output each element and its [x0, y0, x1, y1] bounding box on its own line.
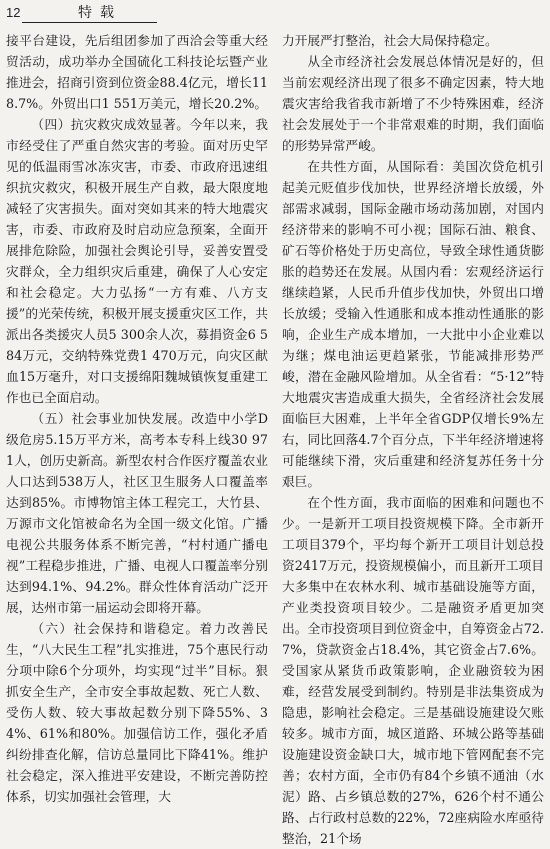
right-column — [282, 30, 544, 846]
section-title: 特载 — [78, 5, 122, 21]
paragraph-common-factors: 在共性方面，从国际看：美国次贷危机引起美元贬值步伐加快，世界经济增长放缓，外部需求减弱，国际金融市场动荡加剧，对国内经济带来的影响不可小视；国际石油、粮食、矿石等价格处于历史高位，导致全球性通货膨胀的趋势还在发展。从国内看：宏观经济运行继续趋紧，人民币升值步伐加快，外贸出口增长放缓；受输入性通胀和成本推动性通胀的影响，企业生产成本增加，一大批中小企业难以为继；煤电油运更趋紧张，节能减排形势严峻，潜在金融风险增加。从全省看：“5·12”特大地震灾害造成重大损失，全省经济社会发展面临巨大困难，上半年全省GDP仅增长9%左右，同比回落4.7个百分点，下半年经济增速将可能继续下滑，灾后重建和经济复苏任务十分艰巨。 — [282, 159, 544, 489]
paragraph: 接平台建设，先后组团参加了西洽会等重大经贸活动，成功举办全国硫化工科技论坛暨产业推进会，招商引资到位资金88.4亿元，增长118.7%。外贸出口1 551万美元，增长20.2%。 — [6, 33, 268, 111]
paragraph-disaster-relief: （四）抗灾救灾成效显著。今年以来，我市经受住了严重自然灾害的考验。面对历史罕见的低温雨雪冰冻灾害，市委、市政府迅速组织抗灾救灾，积极开展生产自救，最大限度地减轻了灾害损失。面对突如其来的特大地震灾害，市委、市政府及时启动应急预案，全面开展排危除险，加强社会舆论引导，妥善安置受灾群众，全力组织灾后重建，确保了人心安定和社会稳定。大力弘扬“一方有难、八方支援”的光荣传统，积极开展支援重灾区工作，共派出各类援灾人员5 300余人次，募捐资金6 584万元，交纳特殊党费1 470万元，向灾区献血15万毫升，对口支援绵阳魏城镇恢复重建工作也已全面启动。 — [6, 117, 268, 405]
left-column — [6, 30, 268, 820]
paragraph-overall-situation: 从全市经济社会发展总体情况是好的，但当前宏观经济出现了很多不确定因素，特大地震灾害给我省我市新增了不少特殊困难，经济社会发展处于一个非常艰难的时期，我们面临的形势异常严峻。 — [282, 54, 544, 153]
paragraph-specific-problems: 在个性方面，我市面临的困难和问题也不少。一是新开工项目投资规模下降。全市新开工项目379个，平均每个新开工项目计划总投资2417万元，投资规模偏小，而且新开工项目大多集中在农林水利、城市基础设施等方面，产业类投资项目较少。二是融资矛盾更加突出。全市投资项目到位资金中，自筹资金占72.7%，贷款资金占18.4%，其它资金占7.6%。受国家从紧货币政策影响，企业融资较为困难，经营发展受到制约。特别是非法集资成为隐患，影响社会稳定。三是基础设施建设欠账较多。城市方面，城区道路、环城公路等基础设施建设资金缺口大，城市地下管网配套不完善；农村方面，全市仍有84个乡镇不通油（水泥）路、占乡镇总数的27%，626个村不通公路、占行政村总数的22%，72座病险水库亟待整治，21个场 — [282, 495, 544, 846]
paragraph: 力开展严打整治，社会大局保持稳定。 — [282, 33, 498, 48]
paragraph-social-stability: （六）社会保持和谐稳定。着力改善民生，“八大民生工程”扎实推进，75个惠民行动分项中除6个分项外，均实现“过半”目标。狠抓安全生产，全市安全事故起数、死亡人数、受伤人数、较大事故起数分别下降55%、34%、61%和80%。加强信访工作，强化矛盾纠纷排查化解，信访总量同比下降41%。维护社会稳定，深入推进平安建设，不断完善防控体系，切实加强社会管理，大 — [6, 621, 268, 804]
page-number: 12 — [6, 5, 21, 20]
page-header — [0, 0, 550, 26]
paragraph-social-development: （五）社会事业加快发展。改造中小学D级危房5.15万平方米，高考本专科上线30 971人，创历史新高。新型农村合作医疗覆盖农业人口达到538万人，社区卫生服务人口覆盖率达到85%。市博物馆主体工程完工，大竹县、万源市文化馆被命名为全国一级文化馆。广播电视公共服务体系不断完善，“村村通广播电视”工程稳步推进，广播、电视人口覆盖率分别达到94.1%、94.2%。群众性体育活动广泛开展，达州市第一届运动会即将开幕。 — [6, 411, 268, 615]
header-rule — [22, 22, 157, 23]
